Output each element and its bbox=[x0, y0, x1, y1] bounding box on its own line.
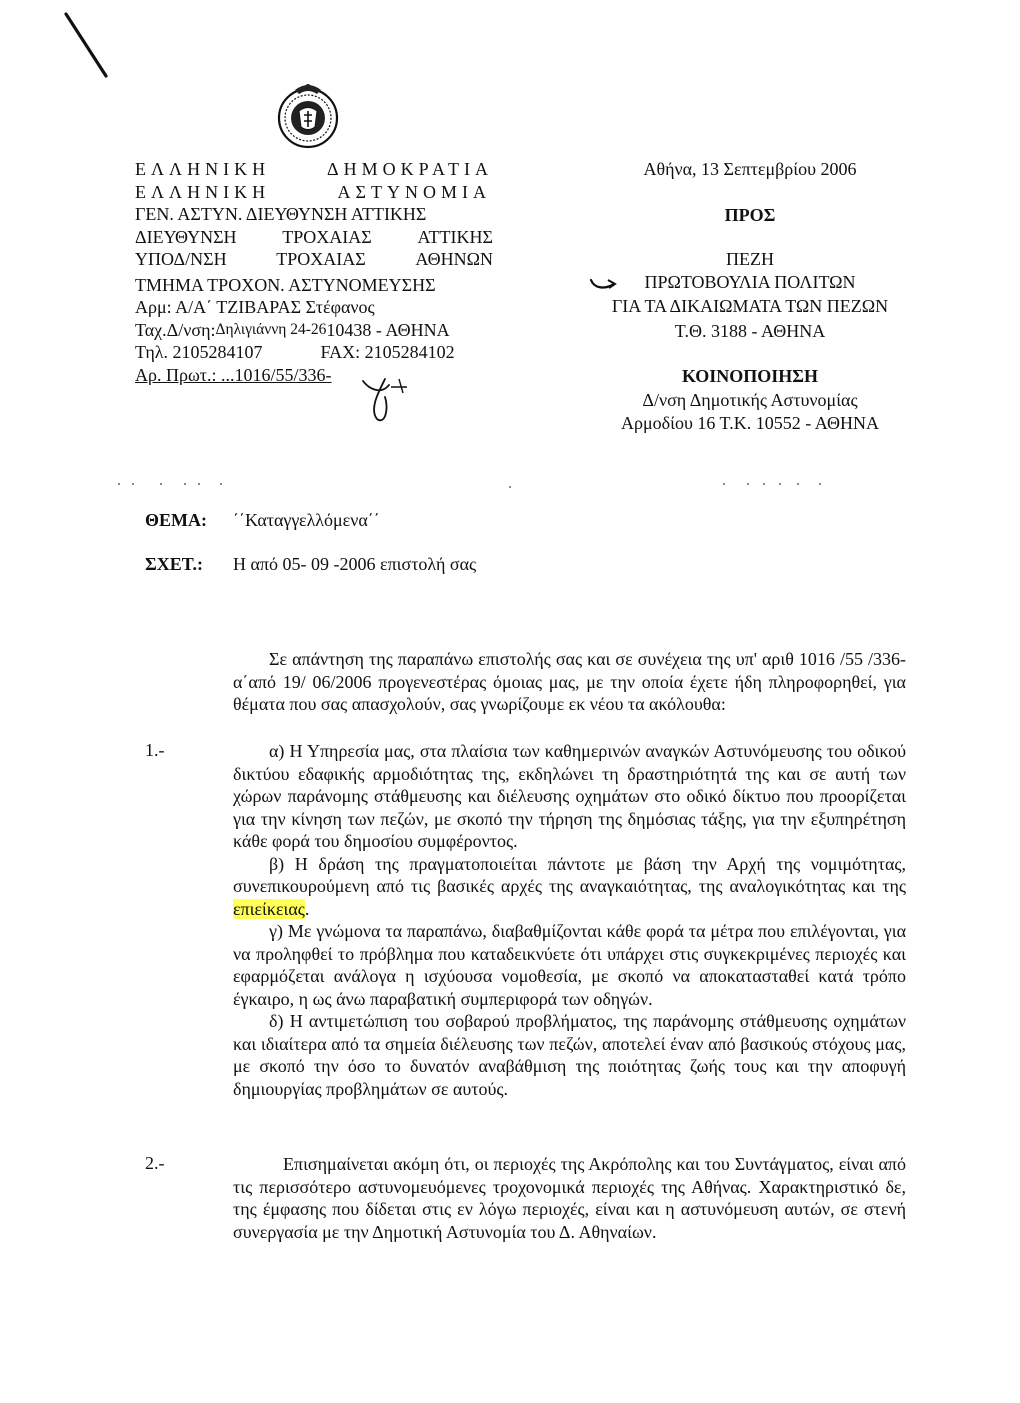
cc-label: ΚΟΙΝΟΠΟΙΗΣΗ bbox=[681, 366, 818, 386]
sender-republic: ΕΛΛΗΝΙΚΗ ΔΗΜΟΚΡΑΤΙΑ bbox=[135, 159, 493, 179]
recipient-org: ΠΡΩΤΟΒΟΥΛΙΑ ΠΟΛΙΤΩΝ bbox=[644, 271, 856, 292]
handwritten-protocol-mark bbox=[355, 375, 415, 425]
intro-paragraph: Σε απάντηση της παραπάνω επιστολής σας και σε συνέχεια της υπ' αριθ 1016 /55 /336-α΄από 19/ 06/2006 προγενεστέρας όμοιας μας, με την οποία έχετε ήδη πληροφορηθεί, για θέματα που σας απασχολούν, σας γνωρίζουμε εκ νέου τα ακόλουθα: bbox=[233, 649, 906, 714]
recipient-block bbox=[575, 158, 925, 435]
recipient-name: ΠΕΖΗ bbox=[726, 249, 774, 269]
item-1b: β) Η δράση της πραγματοποιείται πάντοτε με βάση την Αρχή της νομιμότητας, συνεπικουρούμενη από τις βασικές αρχές της αναγκαιότητας, της αναλογικότητας και της επιείκειας. bbox=[233, 853, 906, 919]
to-label: ΠΡΟΣ bbox=[724, 204, 776, 225]
scan-noise-right bbox=[720, 478, 830, 490]
item-2-content: Επισημαίνεται ακόμη ότι, οι περιοχές της Ακρόπολης και του Συντάγματος, είναι από τις περισσότερο αστυνομευόμενες τροχονομικά περιοχές της Αθήνας. Χαρακτηριστικό δε, της έμφασης που δίδεται στις εν λόγω περιοχές, είναι και η αστυνόμευση αυτών, σε στενή συνεργασία με την Δημοτική Αστυνομία του Δ. Αθηναίων. bbox=[233, 1154, 906, 1242]
item-1-content bbox=[233, 740, 906, 1100]
subject-text: ΄΄Καταγγελλόμενα΄΄ bbox=[233, 510, 380, 530]
recipient-org-2: ΓΙΑ ΤΑ ΔΙΚΑΙΩΜΑΤΑ ΤΩΝ ΠΕΖΩΝ bbox=[611, 296, 889, 316]
highlighted-word: επιείκειας bbox=[233, 898, 305, 919]
handwritten-arrow-mark bbox=[588, 274, 618, 296]
item-1c: γ) Με γνώμονα τα παραπάνω, διαβαθμίζονται κάθε φορά τα μέτρα που επιλέγονται, για να προληφθεί το πρόβλημα που καταδεικνύετε ότι υπάρχει στις συγκεκριμένες περιοχές και εφαρμόζεται ανάλογα η ισχύουσα νομοθεσία, με σκοπό να αποκατασταθεί κατά τρόπο έγκαιρο, η ως άνω παραβατική συμπεριφορά των οδηγών. bbox=[233, 921, 906, 1009]
sender-department: ΤΜΗΜΑ ΤΡΟΧΟΝ. ΑΣΤΥΝΟΜΕΥΣΗΣ bbox=[135, 274, 436, 295]
reference-line bbox=[145, 554, 476, 575]
item-1a: α) Η Υπηρεσία μας, στα πλαίσια των καθημερινών αναγκών Αστυνόμευσης του οδικού δικτύου εδαφικής αρμοδιότητας της, εκδηλώνει τη δραστηριότητά της και σε αυτή των χώρων παράνομης στάθμευσης και διέλευσης οχημάτων στο οδικό δίκτυο που προορίζεται για την κίνηση των πεζών, με σκοπό την τήρηση της δημόσιας τάξης, για την εξυπηρέτηση κάθε φορά του δημοσίου συμφέροντος. bbox=[233, 741, 906, 851]
cc-recipient: Δ/νση Δημοτικής Αστυνομίας bbox=[642, 389, 858, 410]
sender-protocol: Αρ. Πρωτ.: ...1016/55/336- bbox=[135, 364, 332, 385]
police-seal-emblem bbox=[277, 82, 339, 150]
recipient-po-box: Τ.Θ. 3188 - ΑΘΗΝΑ bbox=[674, 320, 826, 341]
item-1d: δ) Η αντιμετώπιση του σοβαρού προβλήματος, της παράνομης στάθμευσης οχημάτων και ιδιαίτερα από τα σημεία διέλευσης των πεζών, αποτελεί έναν από βασικούς στόχους μας, με σκοπό την όσο το δυνατόν αναβάθμιση της ποιότητας ζωής τους και την αποφυγή δημιουργίας προβλημάτων σε αυτούς. bbox=[233, 1011, 906, 1099]
reference-text: Η από 05- 09 -2006 επιστολή σας bbox=[233, 554, 477, 574]
pen-stroke-mark bbox=[60, 10, 112, 80]
sender-block bbox=[135, 158, 493, 386]
sender-subdirectorate: ΥΠΟΔ/ΝΣΗ ΤΡΟΧΑΙΑΣ ΑΘΗΝΩΝ bbox=[135, 249, 493, 269]
sender-traffic-directorate: ΔΙΕΥΘΥΝΣΗ ΤΡΟΧΑΙΑΣ ΑΤΤΙΚΗΣ bbox=[135, 226, 493, 247]
sender-responsible: Αρμ: Α/Α΄ ΤΖΙΒΑΡΑΣ Στέφανος bbox=[135, 297, 375, 317]
scan-noise-left bbox=[115, 478, 535, 490]
sender-address: Ταχ.Δ/νση: Δηλιγιάννη 24-26 10438 - ΑΘΗΝΑ bbox=[135, 319, 450, 340]
subject-line bbox=[145, 510, 380, 531]
sender-directorate: ΓΕΝ. ΑΣΤΥΝ. ΔΙΕΥΘΥΝΣΗ ΑΤΤΙΚΗΣ bbox=[135, 204, 427, 224]
item-2-number: 2.- bbox=[145, 1153, 165, 1173]
letter-date: Αθήνα, 13 Σεπτεμβρίου 2006 bbox=[643, 159, 857, 179]
subject-label: ΘΕΜΑ: bbox=[145, 510, 207, 530]
item-1-number: 1.- bbox=[145, 740, 165, 760]
sender-phone-fax: Τηλ. 2105284107 FAX: 2105284102 bbox=[135, 342, 455, 362]
sender-police: ΕΛΛΗΝΙΚΗ ΑΣΤΥΝΟΜΙΑ bbox=[135, 181, 491, 202]
reference-label: ΣΧΕΤ.: bbox=[145, 554, 203, 574]
cc-address: Αρμοδίου 16 Τ.Κ. 10552 - ΑΘΗΝΑ bbox=[621, 413, 879, 433]
